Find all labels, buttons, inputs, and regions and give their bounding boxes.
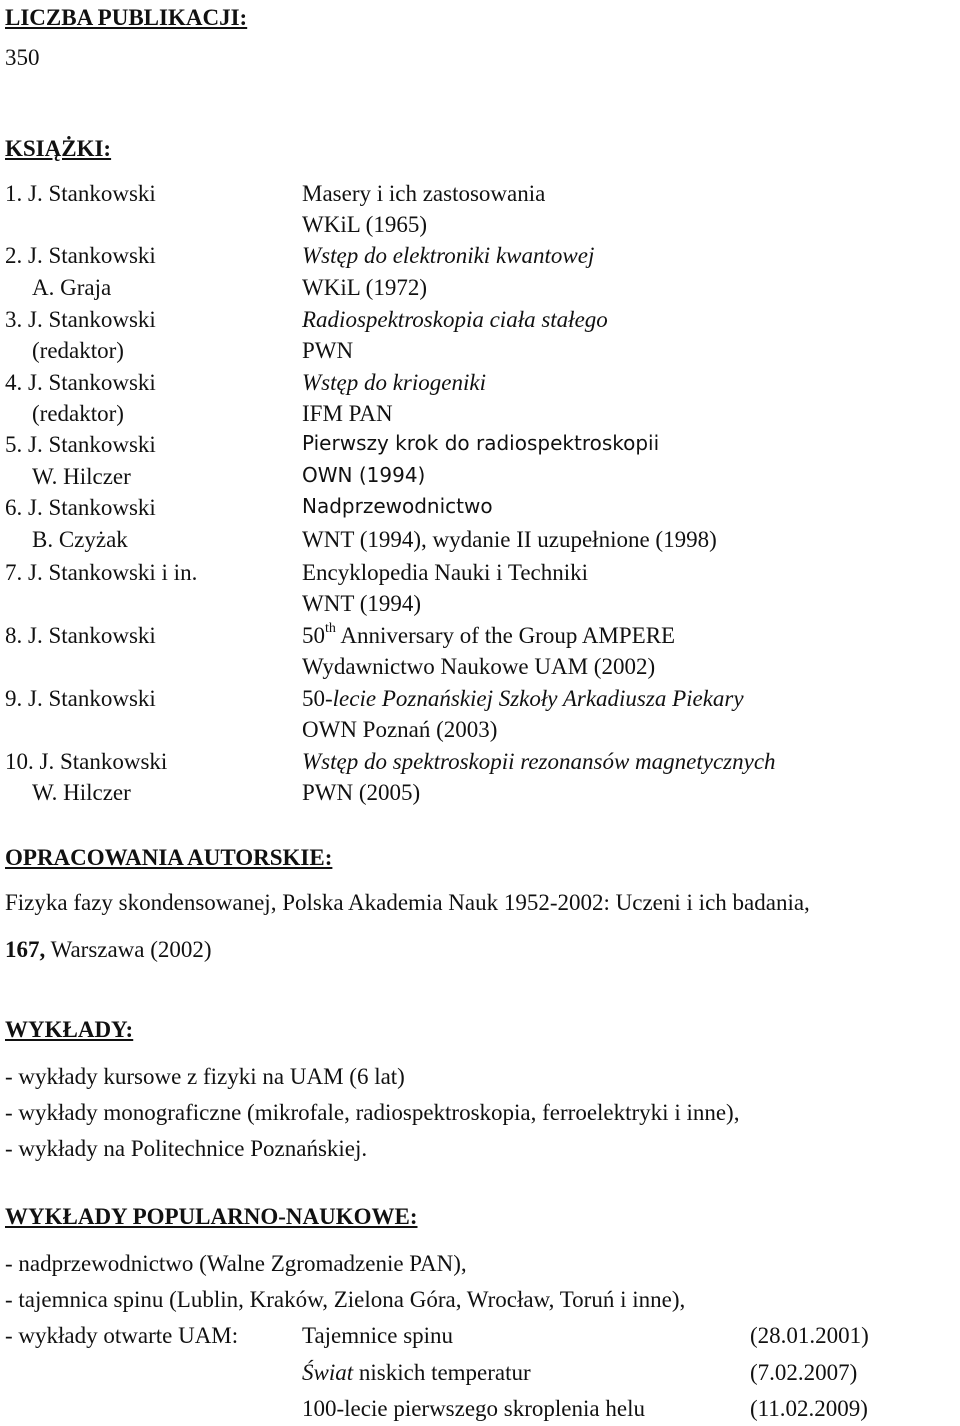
book-publisher: WKiL (1965) (302, 212, 427, 237)
open-lecture-title (302, 1361, 531, 1384)
book-coauthor: (redaktor) (32, 401, 124, 426)
publications-count: 350 (5, 45, 40, 70)
book-title-prefix: 50- (302, 686, 333, 711)
book-publisher: OWN (1994) (302, 463, 426, 487)
book-title (302, 687, 744, 710)
book-publisher: PWN (302, 338, 354, 363)
book-title: Radiospektroskopia ciała stałego (302, 307, 608, 332)
publications-heading: LICZBA PUBLIKACJI: (5, 5, 248, 30)
book-title: Wstęp do kriogeniki (302, 370, 486, 395)
book-title: Wstęp do spektroskopii rezonansów magnetycznych (302, 749, 776, 774)
open-lecture-title: Tajemnice spinu (302, 1323, 454, 1348)
open-lecture-title-word: Świat (302, 1360, 354, 1385)
lectures-heading: WYKŁADY: (5, 1017, 134, 1042)
author-works-heading: OPRACOWANIA AUTORSKIE: (5, 845, 333, 870)
book-title: Masery i ich zastosowania (302, 181, 546, 206)
book-author: 1. J. Stankowski (5, 181, 156, 206)
book-publisher: OWN Poznań (2003) (302, 717, 498, 742)
book-publisher: WNT (1994) (302, 591, 422, 616)
book-title-number: 50 (302, 623, 325, 648)
book-coauthor: W. Hilczer (32, 464, 131, 489)
book-author: 7. J. Stankowski i in. (5, 560, 198, 585)
author-works-line (5, 938, 212, 961)
book-title: Encyklopedia Nauki i Techniki (302, 560, 589, 585)
book-publisher: PWN (2005) (302, 780, 421, 805)
open-lectures-label: - wykłady otwarte UAM: (5, 1323, 239, 1348)
book-publisher: Wydawnictwo Naukowe UAM (2002) (302, 654, 656, 679)
book-publisher: WKiL (1972) (302, 275, 427, 300)
popular-lecture-item: - nadprzewodnictwo (Walne Zgromadzenie PAN), (5, 1251, 467, 1276)
place-year: Warszawa (2002) (45, 937, 212, 962)
book-coauthor: B. Czyżak (32, 527, 128, 552)
book-author: 6. J. Stankowski (5, 495, 156, 520)
lecture-item: - wykłady monograficzne (mikrofale, radiospektroskopia, ferroelektryki i inne), (5, 1100, 740, 1125)
open-lecture-title-rest: niskich temperatur (353, 1360, 531, 1385)
ordinal-suffix: th (325, 621, 336, 637)
book-coauthor: A. Graja (32, 275, 112, 300)
book-title (302, 621, 676, 648)
open-lecture-date: (28.01.2001) (750, 1323, 869, 1348)
page-number: 167, (5, 937, 46, 962)
book-author: 10. J. Stankowski (5, 749, 168, 774)
author-works-line: Fizyka fazy skondensowanej, Polska Akademia Nauk 1952-2002: Uczeni i ich badania, (5, 890, 810, 915)
book-author: 2. J. Stankowski (5, 243, 156, 268)
book-author: 5. J. Stankowski (5, 432, 156, 457)
book-publisher: IFM PAN (302, 401, 393, 426)
book-author: 8. J. Stankowski (5, 623, 156, 648)
book-publisher: WNT (1994), wydanie II uzupełnione (1998) (302, 527, 717, 552)
book-title-text: lecie Poznańskiej Szkoły Arkadiusza Piekary (332, 686, 744, 711)
book-title-text: Anniversary of the Group AMPERE (335, 623, 676, 648)
book-author: 3. J. Stankowski (5, 307, 156, 332)
popular-lecture-item: - tajemnica spinu (Lublin, Kraków, Zielona Góra, Wrocław, Toruń i inne), (5, 1287, 686, 1312)
book-coauthor: W. Hilczer (32, 780, 131, 805)
lecture-item: - wykłady na Politechnice Poznańskiej. (5, 1136, 368, 1161)
open-lecture-title: 100-lecie pierwszego skroplenia helu (302, 1396, 645, 1421)
book-title: Wstęp do elektroniki kwantowej (302, 243, 595, 268)
book-author: 4. J. Stankowski (5, 370, 156, 395)
books-heading: KSIĄŻKI: (5, 136, 112, 161)
book-title: Pierwszy krok do radiospektroskopii (302, 431, 660, 455)
book-author: 9. J. Stankowski (5, 686, 156, 711)
book-coauthor: (redaktor) (32, 338, 124, 363)
popular-lectures-heading: WYKŁADY POPULARNO-NAUKOWE: (5, 1204, 418, 1229)
open-lecture-date: (7.02.2007) (750, 1360, 858, 1385)
lecture-item: - wykłady kursowe z fizyki na UAM (6 lat) (5, 1064, 405, 1089)
open-lecture-date: (11.02.2009) (750, 1396, 868, 1421)
book-title: Nadprzewodnictwo (302, 494, 493, 518)
